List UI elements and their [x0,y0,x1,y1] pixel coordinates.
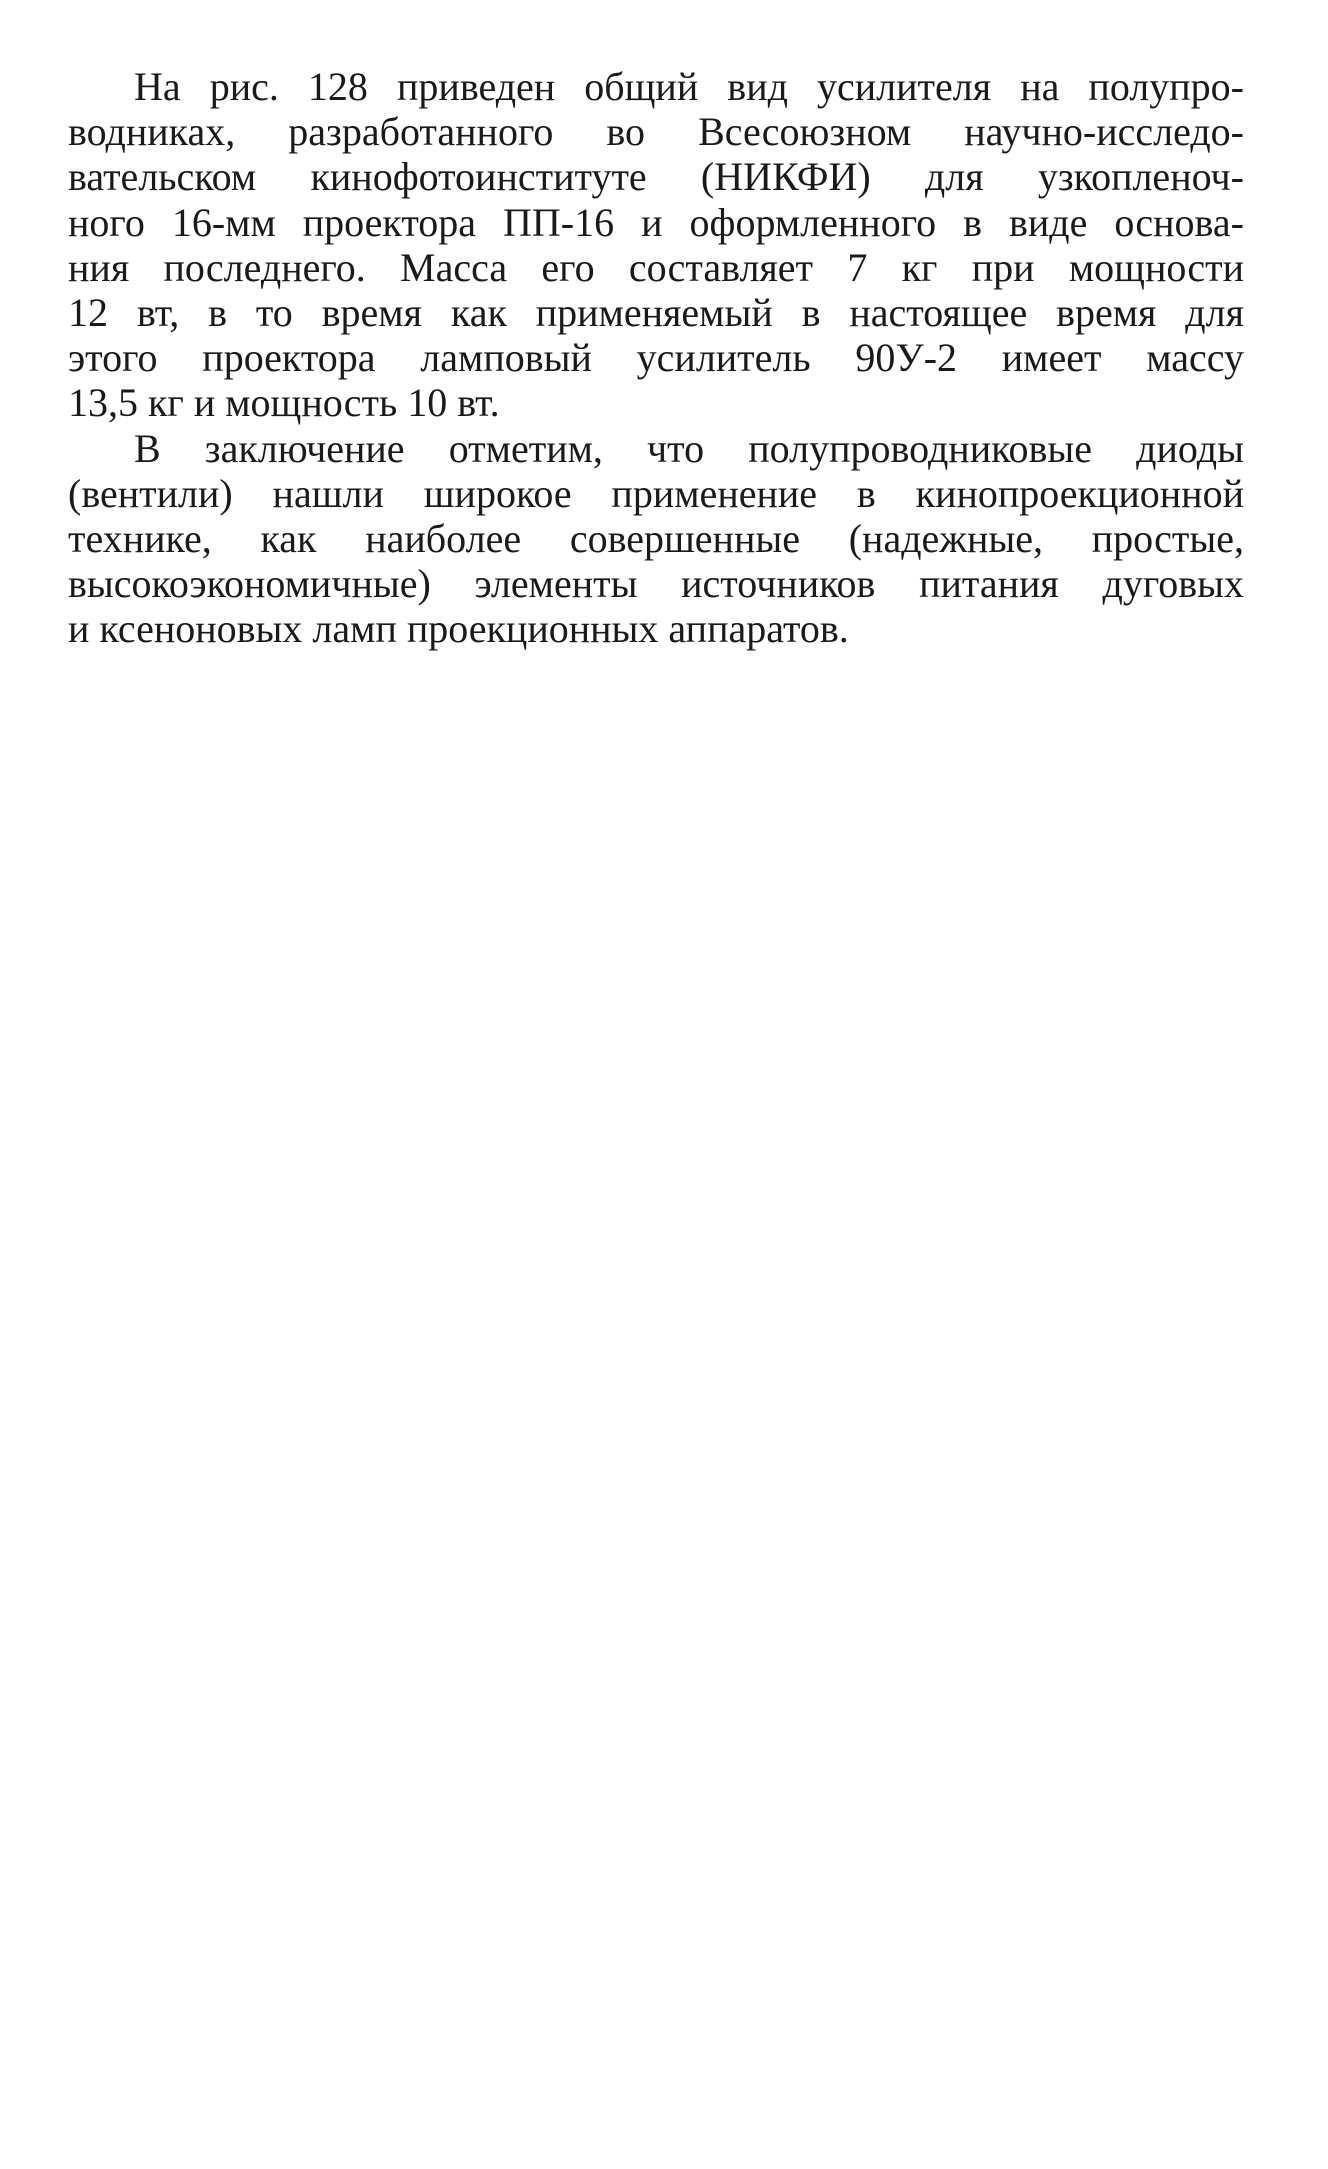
text-line: В заключение отметим, что полупроводниковые диоды [134,425,1244,471]
text-line: этого проектора ламповый усилитель 90У-2 имеет массу [68,335,1244,381]
paragraph-amplifier [68,64,1244,426]
page-body [68,64,1244,651]
paragraph-conclusion [68,426,1244,652]
text-line: ния последнего. Масса его составляет 7 кг при мощности [68,244,1244,290]
text-line: На рис. 128 приведен общий вид усилителя на полупро- [134,64,1244,109]
text-line: ного 16-мм проектора ПП-16 и оформленного в виде основа- [68,199,1244,245]
text-line: 12 вт, в то время как применяемый в настоящее время для [68,289,1244,335]
text-line: технике, как наиболее совершенные (надежные, простые, [68,515,1244,561]
text-line: водниках, разработанного во Всесоюзном научно-исследо- [68,109,1244,155]
text-line: (вентили) нашли широкое применение в кинопроекционной [68,470,1244,516]
text-line: 13,5 кг и мощность 10 вт. [68,380,500,426]
text-line: высокоэкономичные) элементы источников питания дуговых [68,561,1244,607]
text-line: вательском кинофотоинституте (НИКФИ) для узкопленоч- [68,154,1244,200]
text-line: и ксеноновых ламп проекционных аппаратов. [68,606,849,652]
